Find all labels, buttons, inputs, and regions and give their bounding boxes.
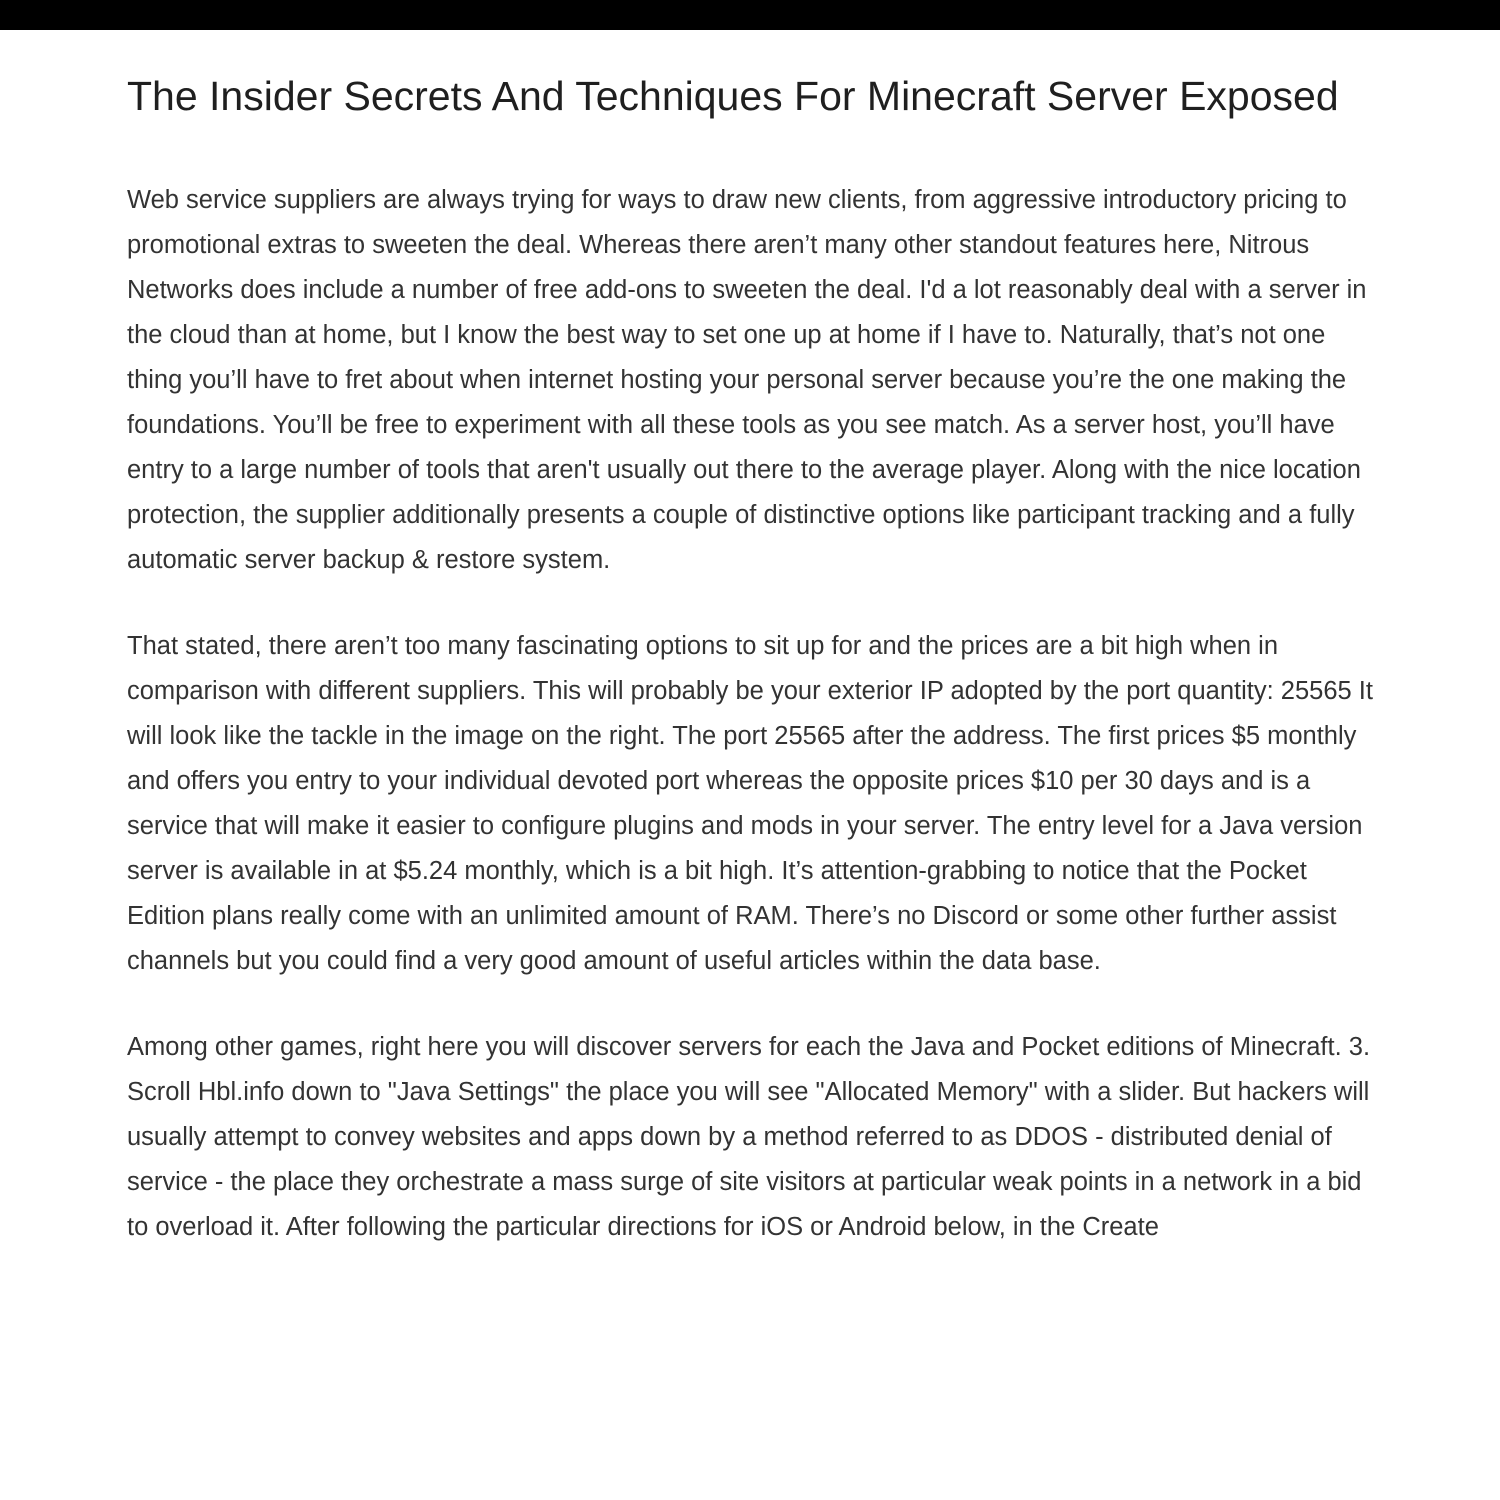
page-title: The Insider Secrets And Techniques For Minecraft Server Exposed <box>127 73 1339 119</box>
article-body <box>127 178 1375 1250</box>
paragraph-3: Among other games, right here you will discover servers for each the Java and Pocket editions of Minecraft. 3. Scroll Hbl.info down to "Java Settings" the place you will see "Allocated Memory" with a slider. But hackers will usually attempt to convey websites and apps down by a method referred to as DDOS - distributed denial of service - the place they orchestrate a mass surge of site visitors at particular weak points in a network in a bid to overload it. After following the particular directions for iOS or Android below, in the Create <box>127 1032 1371 1241</box>
paragraph-2: That stated, there aren’t too many fascinating options to sit up for and the prices are a bit high when in comparison with different suppliers. This will probably be your exterior IP adopted by the port quantity: 25565 It will look like the tackle in the image on the right. The port 25565 after the address. The first prices $5 monthly and offers you entry to your individual devoted port whereas the opposite prices $10 per 30 days and is a service that will make it easier to configure plugins and mods in your server. The entry level for a Java version server is available in at $5.24 monthly, which is a bit high. It’s attention-grabbing to notice that the Pocket Edition plans really come with an unlimited amount of RAM. There’s no Discord or some other further assist channels but you could find a very good amount of useful articles within the data base. <box>127 631 1373 975</box>
article-container <box>0 74 1500 1250</box>
paragraph-1: Web service suppliers are always trying for ways to draw new clients, from aggressive introductory pricing to promotional extras to sweeten the deal. Whereas there aren’t many other standout features here, Nitrous Networks does include a number of free add-ons to sweeten the deal. I'd a lot reasonably deal with a server in the cloud than at home, but I know the best way to set one up at home if I have to. Naturally, that’s not one thing you’ll have to fret about when internet hosting your personal server because you’re the one making the foundations. You’ll be free to experiment with all these tools as you see match. As a server host, you’ll have entry to a large number of tools that aren't usually out there to the average player. Along with the nice location protection, the supplier additionally presents a couple of distinctive options like participant tracking and a fully automatic server backup & restore system. <box>127 185 1367 574</box>
top-bar <box>0 0 1500 30</box>
